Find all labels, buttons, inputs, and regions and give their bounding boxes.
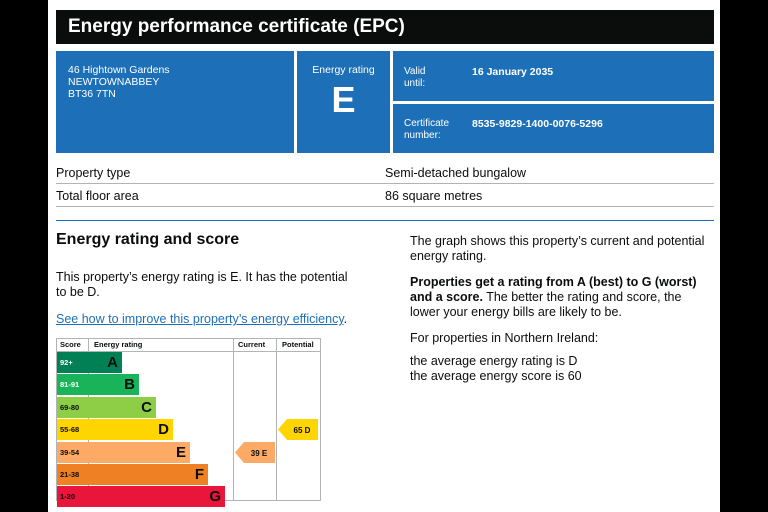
divider <box>56 206 714 207</box>
band-bar-a <box>88 352 122 373</box>
band-score-d: 55-68 <box>57 419 88 440</box>
band-letter: D <box>158 421 169 439</box>
band-letter: G <box>209 488 221 506</box>
average-score: the average energy score is 60 <box>410 369 582 383</box>
band-score-a: 92+ <box>57 352 88 373</box>
page-title: Energy performance certificate (EPC) <box>56 10 714 44</box>
chart-header-rating: Energy rating <box>94 340 143 349</box>
energy-rating-value: E <box>331 79 356 120</box>
section-divider <box>56 220 714 221</box>
average-rating: the average energy rating is D <box>410 354 578 368</box>
northern-ireland-label: For properties in Northern Ireland: <box>410 331 599 345</box>
property-type-value: Semi-detached bungalow <box>385 166 527 180</box>
potential-rating-arrow <box>278 419 318 441</box>
divider <box>56 183 714 184</box>
band-bar-e <box>88 442 190 463</box>
potential-rating-arrow-label: 65 D <box>293 426 311 436</box>
band-score-g: 1-20 <box>57 486 88 507</box>
chart-header-potential: Potential <box>282 340 314 349</box>
energy-rating-chart <box>56 338 321 506</box>
certificate-number-panel <box>393 104 714 153</box>
band-score-c: 69-80 <box>57 397 88 418</box>
certificate-number-label: Certificate number: <box>404 118 450 141</box>
improve-link-line: See how to improve this property’s energy efficiency. <box>56 312 348 326</box>
band-letter: A <box>107 354 118 371</box>
address-line-3: BT36 7TN <box>68 88 116 100</box>
band-letter: C <box>141 398 152 416</box>
band-bar-b <box>88 374 139 395</box>
chart-header-current: Current <box>238 340 266 349</box>
energy-rating-panel <box>297 51 390 153</box>
certificate-number-value: 8535-9829-1400-0076-5296 <box>472 118 603 130</box>
floor-area-value: 86 square metres <box>385 189 483 203</box>
band-bar-d <box>88 419 173 440</box>
address-line-1: 46 Hightown Gardens <box>68 64 170 76</box>
property-type-label: Property type <box>56 166 131 180</box>
valid-until-label: Valid until: <box>404 66 426 89</box>
valid-until-panel <box>393 51 714 101</box>
band-bar-g <box>88 486 225 507</box>
rating-explanation: Properties get a rating from A (best) to G (worst) and a score. The better the rating and score, the lower your energy bills are likely to be. <box>410 275 697 319</box>
chart-gridline <box>276 339 277 500</box>
band-bar-c <box>88 397 156 418</box>
energy-rating-label: Energy rating <box>312 64 375 76</box>
chart-header-score: Score <box>60 340 81 349</box>
address-line-2: NEWTOWNABBEY <box>68 76 160 88</box>
valid-until-value: 16 January 2035 <box>472 66 554 78</box>
improve-efficiency-link[interactable]: See how to improve this property’s energy efficiency <box>56 312 344 326</box>
current-rating-arrow-label: 39 E <box>250 448 268 458</box>
epc-page <box>48 0 720 512</box>
address-panel <box>56 51 294 153</box>
band-letter: F <box>194 466 204 483</box>
current-rating-arrow <box>235 442 275 464</box>
section-heading: Energy rating and score <box>56 231 240 248</box>
band-bar-f <box>88 464 208 485</box>
chart-gridline <box>233 339 234 500</box>
band-letter: B <box>124 376 135 394</box>
rating-summary: This property’s energy rating is E. It has the potential to be D. <box>56 270 348 299</box>
band-score-e: 39-54 <box>57 442 88 463</box>
band-letter: E <box>175 443 186 461</box>
graph-description: The graph shows this property’s current and potential energy rating. <box>410 234 705 263</box>
band-score-f: 21-38 <box>57 464 88 485</box>
band-score-b: 81-91 <box>57 374 88 395</box>
floor-area-label: Total floor area <box>56 189 139 203</box>
